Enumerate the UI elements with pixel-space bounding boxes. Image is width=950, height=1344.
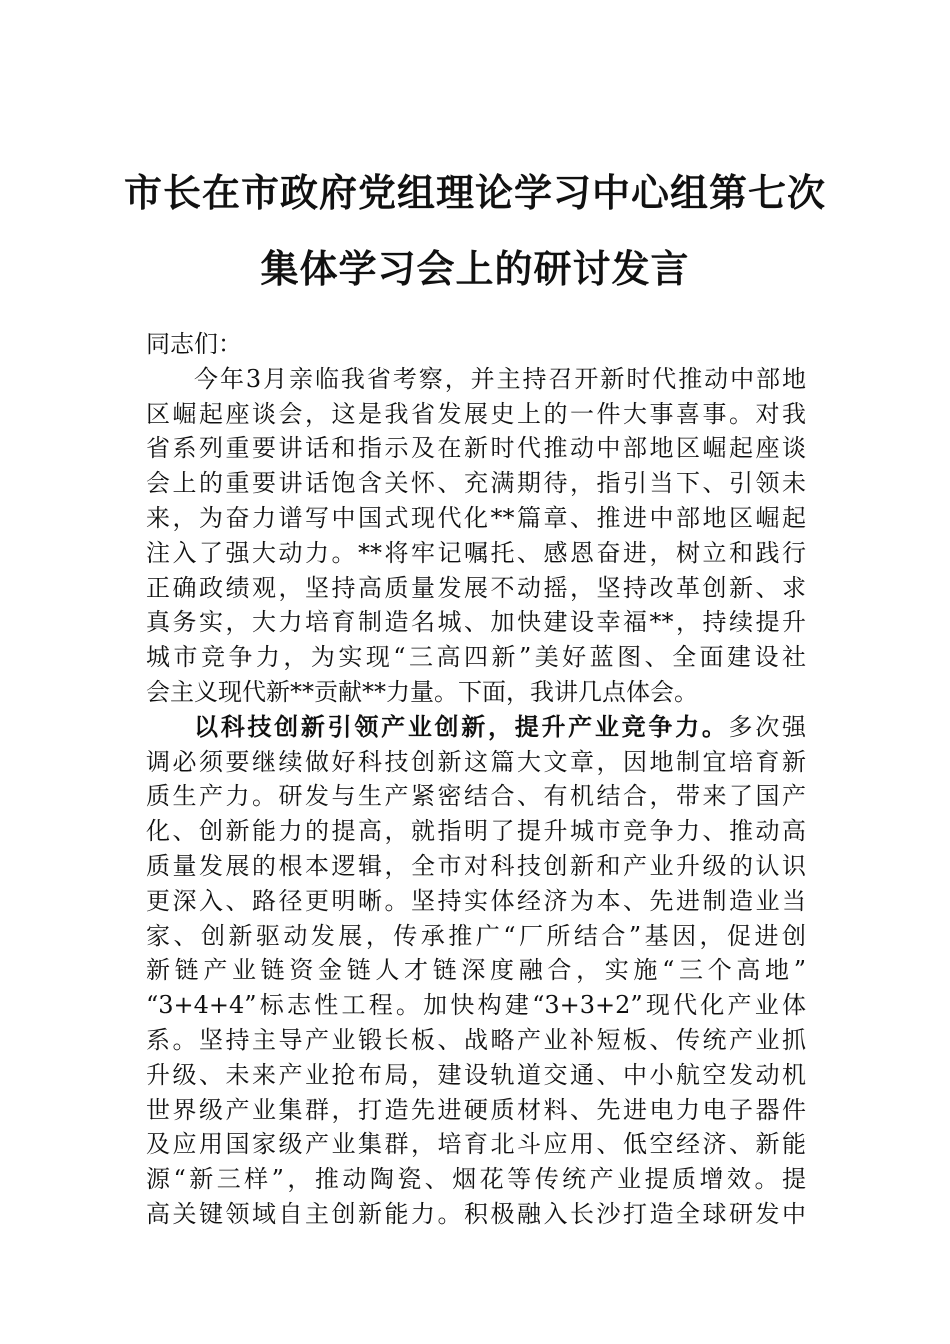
- paragraph-line: 家、创新驱动发展，传承推广“厂所结合”基因，促进创: [146, 921, 806, 950]
- paragraph-line: 今年3月亲临我省考察，并主持召开新时代推动中部地: [194, 364, 806, 393]
- paragraph-line: 注入了强大动力。**将牢记嘱托、感恩奋进，树立和践行: [146, 538, 806, 567]
- paragraph-line: “3+4+4”标志性工程。加快构建“3+3+2”现代化产业体: [146, 991, 806, 1020]
- paragraph-line: 高关键领域自主创新能力。积极融入长沙打造全球研发中: [146, 1199, 806, 1228]
- paragraph-line: 来，为奋力谱写中国式现代化**篇章、推进中部地区崛起: [146, 503, 806, 532]
- paragraph-line: 真务实，大力培育制造名城、加快建设幸福**，持续提升: [146, 608, 806, 637]
- paragraph-line: 世界级产业集群，打造先进硬质材料、先进电力电子器件: [146, 1095, 806, 1124]
- salutation: 同志们：: [146, 330, 242, 358]
- paragraph-line: 城市竞争力，为实现“三高四新”美好蓝图、全面建设社: [146, 643, 806, 672]
- paragraph-line: 区崛起座谈会，这是我省发展史上的一件大事喜事。对我: [146, 399, 806, 428]
- paragraph-line: 调必须要继续做好科技创新这篇大文章，因地制宜培育新: [146, 747, 806, 776]
- document-body: [146, 327, 806, 1232]
- paragraph-line: 更深入、路径更明晰。坚持实体经济为本、先进制造业当: [146, 886, 806, 915]
- paragraph-line: 会主义现代新**贡献**力量。下面，我讲几点体会。: [146, 677, 698, 706]
- paragraph-line: 系。坚持主导产业锻长板、战略产业补短板、传统产业抓: [146, 1025, 806, 1054]
- paragraph-line: 正确政绩观，坚持高质量发展不动摇，坚持改革创新、求: [146, 573, 806, 602]
- paragraph-line: 新链产业链资金链人才链深度融合，实施“三个高地”: [146, 956, 806, 985]
- paragraph-line: 质量发展的根本逻辑，全市对科技创新和产业升级的认识: [146, 851, 806, 880]
- paragraph-2: [146, 710, 806, 1232]
- paragraph-line: 升级、未来产业抢布局，建设轨道交通、中小航空发动机: [146, 1060, 806, 1089]
- paragraph-text: 多次强: [728, 712, 807, 741]
- paragraph-line: 省系列重要讲话和指示及在新时代推动中部地区崛起座谈: [146, 434, 806, 463]
- paragraph-line: 化、创新能力的提高，就指明了提升城市竞争力、推动高: [146, 817, 806, 846]
- section-heading: 以科技创新引领产业创新，提升产业竞争力。: [194, 711, 729, 741]
- paragraph-line: 源“新三样”，推动陶瓷、烟花等传统产业提质增效。提: [146, 1165, 806, 1194]
- paragraph-line: 质生产力。研发与生产紧密结合、有机结合，带来了国产: [146, 782, 806, 811]
- paragraph-1: [146, 362, 806, 710]
- paragraph-line: [146, 710, 806, 745]
- paragraph-line: 及应用国家级产业集群，培育北斗应用、低空经济、新能: [146, 1130, 806, 1159]
- title-line-1: 市长在市政府党组理论学习中心组第七次: [123, 170, 826, 215]
- document-title: [100, 155, 850, 307]
- title-line-2: 集体学习会上的研讨发言: [260, 246, 690, 291]
- paragraph-line: 会上的重要讲话饱含关怀、充满期待，指引当下、引领未: [146, 469, 806, 498]
